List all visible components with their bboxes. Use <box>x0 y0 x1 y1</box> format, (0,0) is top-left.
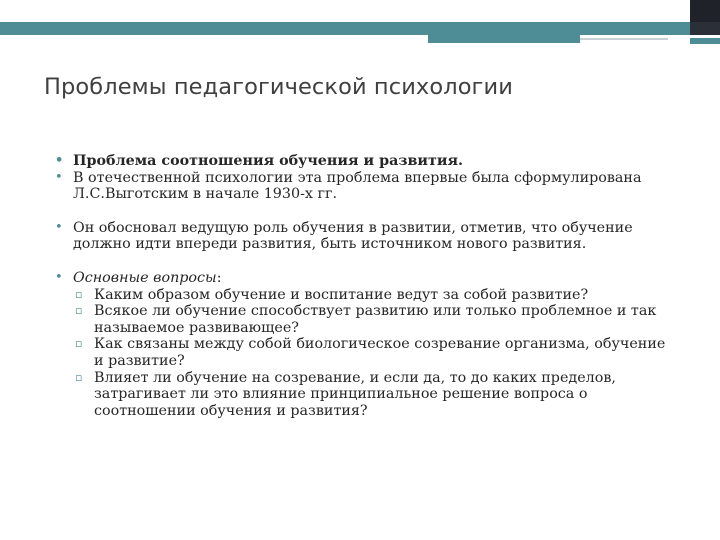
accent-line <box>580 38 668 40</box>
questions-label: Основные вопросы <box>73 269 217 286</box>
bullet-item <box>55 270 675 287</box>
accent-strip <box>428 35 580 43</box>
bullet-text: В отечественной психологии эта проблема впервые была сформулирована Л.С.Выготским в начале 1930-х гг. <box>73 169 642 203</box>
bullet-dot-icon: • <box>55 219 63 235</box>
bullet-item <box>55 153 675 170</box>
bullet-dot-icon: • <box>55 169 63 185</box>
sub-bullet-text: Влияет ли обучение на созревание, и если да, то до каких пределов, затрагивает ли это влияние принципиальное решение вопроса о соотношении обучения и развития? <box>94 369 616 419</box>
slide-content <box>55 153 675 419</box>
sub-bullet-text: Всякое ли обучение способствует развитию или только проблемное и так называемое развивающее? <box>94 303 657 336</box>
slide-title: Проблемы педагогической психологии <box>44 74 513 100</box>
square-bullet-icon: ▫ <box>75 304 83 318</box>
bullet-dot-icon: • <box>55 269 63 285</box>
questions-colon: : <box>216 269 222 286</box>
top-accent-bar <box>0 22 690 35</box>
square-bullet-icon: ▫ <box>75 370 83 384</box>
bullet-item <box>55 170 675 203</box>
bullet-text: Он обосновал ведущую роль обучения в развитии, отметив, что обучение должно идти впереди развития, быть источником нового развития. <box>73 219 633 253</box>
sub-bullet-text: Как связаны между собой биологическое созревание организма, обучение и развитие? <box>94 336 666 369</box>
sub-bullet-item <box>55 370 675 420</box>
accent-strip-right <box>690 38 720 44</box>
top-dark-bar <box>690 22 720 35</box>
bullet-item <box>55 220 675 253</box>
sub-bullet-item <box>55 287 675 304</box>
sub-bullet-item <box>55 303 675 336</box>
sub-bullet-text: Каким образом обучение и воспитание ведут за собой развитие? <box>94 286 589 303</box>
corner-dark-block <box>690 0 720 22</box>
bullet-text: Проблема соотношения обучения и развития. <box>73 153 464 169</box>
sub-bullet-item <box>55 336 675 369</box>
square-bullet-icon: ▫ <box>75 337 83 351</box>
square-bullet-icon: ▫ <box>75 287 83 301</box>
bullet-dot-icon: • <box>55 153 64 168</box>
